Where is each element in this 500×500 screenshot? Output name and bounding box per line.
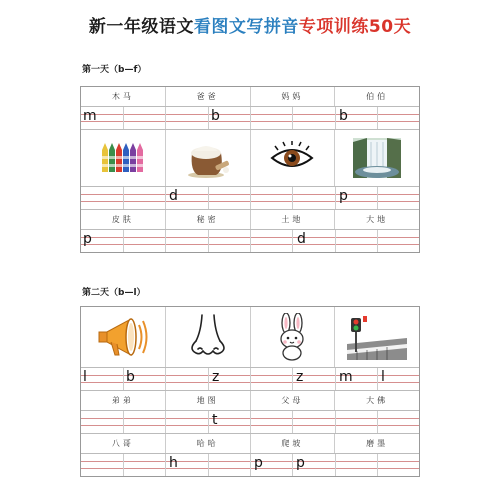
pinyin-letter: p [339, 188, 348, 204]
title-part-3: 专项训练50天 [298, 17, 412, 37]
day1-grid [80, 86, 420, 253]
day2-label: 第二天（b—l） [82, 288, 146, 298]
day2-word-1: 弟弟 [81, 391, 166, 410]
nose-icon [184, 313, 232, 361]
day2-pinyin-row-1[interactable] [81, 368, 419, 391]
pinyin-letter: z [296, 369, 304, 385]
day1-word-3: 妈妈 [251, 87, 336, 106]
day1-pinyin-row-1[interactable] [81, 107, 419, 130]
day1-word-4: 伯伯 [366, 92, 389, 101]
day1-word-8: 大地 [366, 215, 389, 224]
day2-grid [80, 306, 420, 477]
crayons-icon [99, 140, 147, 176]
traffic-light-icon [347, 314, 407, 360]
title-part-1: 新一年级语文 [88, 17, 194, 37]
eye-icon [268, 140, 316, 176]
day2-word-row-2 [81, 391, 419, 411]
pinyin-letter: l [83, 369, 87, 385]
day2-word-6: 哈哈 [166, 434, 251, 453]
day2-picture-row [81, 307, 419, 368]
pinyin-letter: h [169, 455, 178, 471]
day1-label: 第一天（b—f） [82, 65, 147, 75]
day2-word-8: 磨墨 [366, 439, 389, 448]
pinyin-letter: p [83, 231, 92, 247]
rabbit-icon [270, 313, 314, 361]
pinyin-letter: b [126, 369, 135, 385]
pinyin-letter: z [212, 369, 220, 385]
pinyin-letter: d [169, 188, 178, 204]
day1-word-row-3 [81, 210, 419, 230]
pinyin-letter: m [339, 369, 353, 385]
day1-word-5: 皮肤 [81, 210, 166, 229]
waterfall-icon [353, 138, 401, 178]
day1-pinyin-row-2[interactable] [81, 187, 419, 210]
pinyin-letter: p [296, 455, 305, 471]
day1-word-6: 秘密 [166, 210, 251, 229]
day2-word-row-3 [81, 434, 419, 454]
day2-word-3: 父母 [251, 391, 336, 410]
day1-pinyin-row-3[interactable] [81, 230, 419, 252]
page-title [0, 12, 500, 37]
day1-picture-row [81, 130, 419, 187]
day1-word-2: 爸爸 [166, 87, 251, 106]
megaphone-icon [97, 315, 149, 359]
day2-word-2: 地图 [166, 391, 251, 410]
pinyin-letter: l [381, 369, 385, 385]
day1-word-1: 木马 [81, 87, 166, 106]
flour-sack-icon [184, 137, 232, 179]
pinyin-letter: p [254, 455, 263, 471]
title-part-2: 看图文写拼音 [193, 17, 299, 37]
pinyin-letter: t [212, 412, 218, 428]
day2-pinyin-row-3[interactable] [81, 454, 419, 476]
pinyin-letter: d [297, 231, 306, 247]
pinyin-letter: b [211, 108, 220, 124]
pinyin-letter: b [339, 108, 348, 124]
day2-pinyin-row-2[interactable] [81, 411, 419, 434]
day2-word-4: 大佛 [366, 396, 389, 405]
day1-word-7: 土地 [251, 210, 336, 229]
day2-word-5: 八哥 [81, 434, 166, 453]
day2-word-7: 爬坡 [251, 434, 336, 453]
day1-word-row-1 [81, 87, 419, 107]
pinyin-letter: m [83, 108, 97, 124]
